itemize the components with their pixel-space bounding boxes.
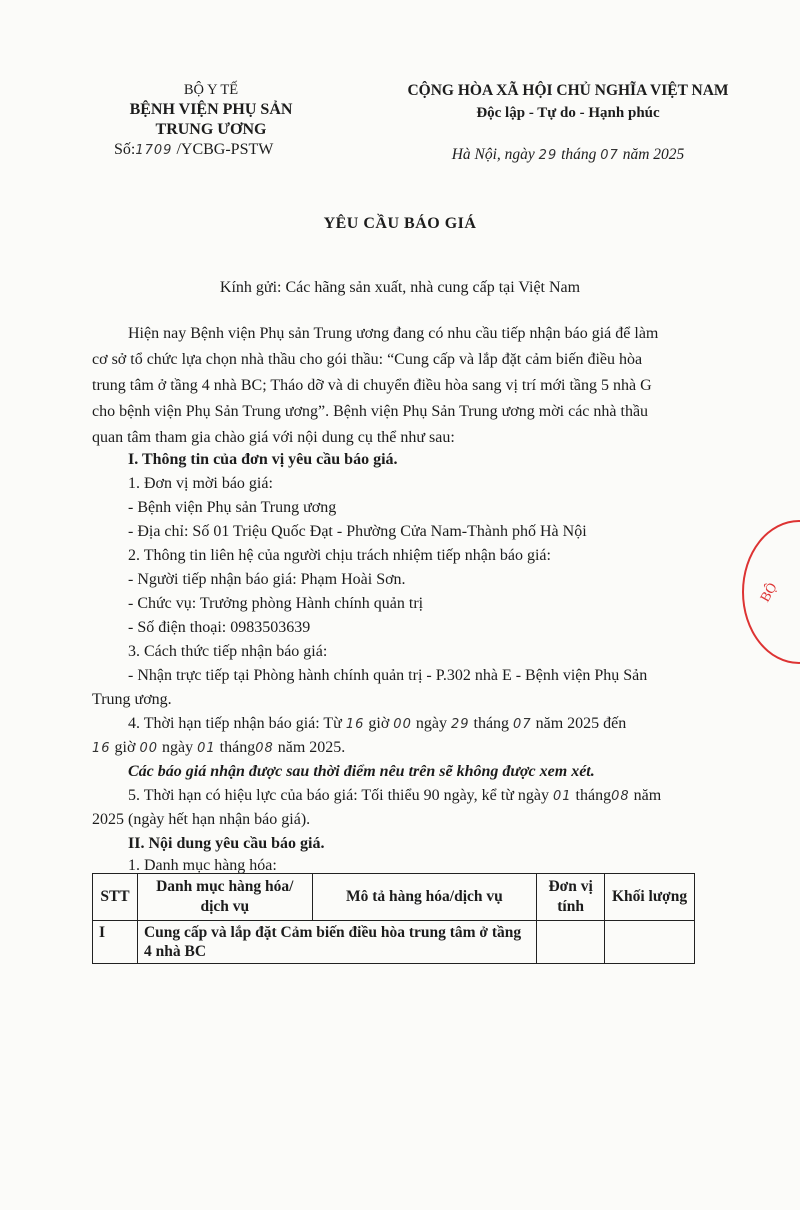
national-motto: Độc lập - Tự do - Hạnh phúc — [476, 105, 660, 121]
deadline-start-hour: 16 — [345, 717, 365, 732]
national-header — [398, 80, 738, 167]
deadline-text-g: ngày — [158, 739, 198, 756]
section-1-heading: I. Thông tin của đơn vị yêu cầu báo giá. — [128, 451, 398, 468]
issue-date — [398, 144, 738, 167]
deadline-text-a: 4. Thời hạn tiếp nhận báo giá: Từ — [128, 715, 346, 732]
section-1-position: - Chức vụ: Trưởng phòng Hành chính quản trị — [128, 595, 424, 612]
intro-line-1: Hiện nay Bệnh viện Phụ sản Trung ương đang có nhu cầu tiếp nhận báo giá để làm — [128, 325, 659, 342]
deadline-start-month: 07 — [513, 717, 532, 732]
salutation: Kính gửi: Các hãng sản xuất, nhà cung cấp tại Việt Nam — [219, 279, 581, 296]
deadline-text-d: tháng — [469, 715, 514, 732]
intro-line-5: quan tâm tham gia chào giá với nội dung cụ thể như sau: — [92, 429, 455, 446]
section-1-item-2: - Bệnh viện Phụ sản Trung ương — [128, 499, 337, 516]
doc-no-handwritten: 1709 — [135, 143, 173, 158]
deadline-text-f: giờ — [110, 739, 140, 756]
intro-line-4: cho bệnh viện Phụ Sản Trung ương”. Bệnh viện Phụ Sản Trung ương mời các nhà thầu — [92, 403, 649, 420]
section-1-contact-heading: 2. Thông tin liên hệ của người chịu trách nhiệm tiếp nhận báo giá: — [128, 547, 551, 564]
section-1-address: - Địa chỉ: Số 01 Triệu Quốc Đạt - Phường Cửa Nam-Thành phố Hà Nội — [128, 523, 587, 540]
deadline-text-e: năm 2025 đến — [531, 715, 627, 732]
col-header-item: Danh mục hàng hóa/ dịch vụ — [137, 874, 312, 921]
table-row — [93, 921, 695, 964]
doc-no-prefix: Số: — [114, 141, 136, 158]
deadline-text-c: ngày — [411, 715, 451, 732]
deadline-end-month: 08 — [255, 741, 274, 756]
late-submission-note: Các báo giá nhận được sau thời điểm nêu trên sẽ không được xem xét. — [128, 763, 595, 780]
ministry-name: BỘ Y TẾ — [183, 82, 239, 98]
date-mid: tháng — [557, 146, 601, 163]
seal-lettering: BỘ — [757, 580, 781, 605]
cell-stt: I — [93, 921, 138, 964]
deadline-end-minute: 00 — [139, 741, 158, 756]
validity-day: 01 — [552, 789, 572, 804]
intro-line-3: trung tâm ở tầng 4 nhà BC; Tháo dỡ và di chuyển điều hòa sang vị trí mới tầng 5 nhà G — [92, 377, 652, 394]
date-suffix: năm 2025 — [618, 146, 685, 163]
col-header-quantity: Khối lượng — [605, 874, 695, 921]
deadline-start-day: 29 — [450, 717, 470, 732]
deadline-end-day: 01 — [197, 741, 216, 756]
section-1-method-line-1: - Nhận trực tiếp tại Phòng hành chính quản trị - P.302 nhà E - Bệnh viện Phụ Sản — [128, 667, 648, 684]
country-name: CỘNG HÒA XÃ HỘI CHỦ NGHĨA VIỆT NAM — [407, 82, 729, 99]
cell-item: Cung cấp và lắp đặt Cảm biến điều hòa trung tâm ở tầng 4 nhà BC — [137, 921, 536, 964]
deadline-line-1 — [128, 714, 626, 735]
validity-line-2: 2025 (ngày hết hạn nhận báo giá). — [92, 811, 311, 828]
hospital-name-line2: TRUNG ƯƠNG — [155, 121, 267, 138]
goods-table — [92, 873, 695, 964]
section-1-method-line-2: Trung ương. — [92, 691, 172, 708]
section-1-item-1: 1. Đơn vị mời báo giá: — [128, 475, 273, 492]
deadline-text-h: tháng — [215, 739, 256, 756]
issuer-header — [96, 80, 326, 161]
doc-no-suffix: /YCBG-PSTW — [172, 141, 274, 158]
section-2-subheading: 1. Danh mục hàng hóa: — [128, 857, 277, 874]
validity-text-b: tháng — [571, 787, 612, 804]
date-day-handwritten: 29 — [538, 148, 558, 163]
col-header-description: Mô tả hàng hóa/dịch vụ — [312, 874, 537, 921]
section-1-method-heading: 3. Cách thức tiếp nhận báo giá: — [128, 643, 328, 660]
validity-month: 08 — [611, 789, 630, 804]
document-title: YÊU CẦU BÁO GIÁ — [323, 215, 477, 232]
date-month-handwritten: 07 — [600, 148, 619, 163]
section-2-heading: II. Nội dung yêu cầu báo giá. — [128, 835, 325, 852]
deadline-start-minute: 00 — [393, 717, 412, 732]
section-1-phone: - Số điện thoại: 0983503639 — [128, 619, 311, 636]
cell-unit — [537, 921, 605, 964]
col-header-unit: Đơn vị tính — [537, 874, 605, 921]
validity-text-c: năm — [629, 787, 662, 804]
hospital-name-line1: BỆNH VIỆN PHỤ SẢN — [129, 101, 293, 118]
deadline-end-hour: 16 — [92, 741, 111, 756]
col-header-stt: STT — [93, 874, 138, 921]
cell-quantity — [605, 921, 695, 964]
document-number — [96, 140, 326, 161]
validity-text-a: 5. Thời hạn có hiệu lực của báo giá: Tối thiểu 90 ngày, kể từ ngày — [128, 787, 553, 804]
table-header-row — [93, 874, 695, 921]
date-prefix: Hà Nội, ngày — [451, 146, 539, 163]
validity-line-1 — [128, 786, 661, 807]
deadline-text-b: giờ — [364, 715, 394, 732]
deadline-line-2 — [92, 738, 345, 759]
section-1-receiver: - Người tiếp nhận báo giá: Phạm Hoài Sơn. — [128, 571, 406, 588]
deadline-text-i: năm 2025. — [273, 739, 346, 756]
intro-line-2: cơ sở tổ chức lựa chọn nhà thầu cho gói thầu: “Cung cấp và lắp đặt cảm biến điều hòa — [92, 351, 643, 368]
